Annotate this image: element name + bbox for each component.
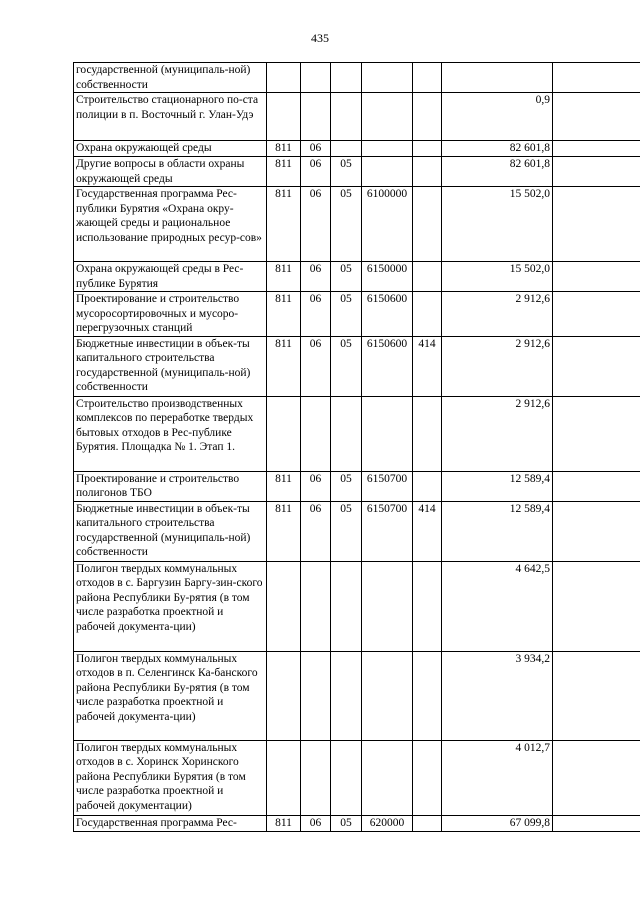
cell-subsection: 05 xyxy=(331,157,362,187)
cell-section xyxy=(301,651,331,740)
cell-section: 06 xyxy=(301,187,331,262)
cell-expense-type xyxy=(413,561,442,651)
table-row xyxy=(74,141,640,157)
cell-target-article: 6100000 xyxy=(362,187,413,262)
cell-section: 06 xyxy=(301,141,331,157)
table-row xyxy=(74,561,640,651)
cell-amount: 4 012,7 xyxy=(442,740,553,815)
table-row xyxy=(74,815,640,831)
cell-empty xyxy=(553,471,640,501)
cell-amount xyxy=(442,63,553,93)
cell-empty xyxy=(553,63,640,93)
cell-expense-type xyxy=(413,157,442,187)
cell-subsection xyxy=(331,141,362,157)
cell-amount: 0,9 xyxy=(442,93,553,141)
cell-expense-type xyxy=(413,740,442,815)
cell-subsection xyxy=(331,396,362,471)
row-name: Бюджетные инвестиции в объек-ты капитального строительства государственной (муниципаль-ной) собственности xyxy=(74,336,267,396)
cell-ministry xyxy=(267,396,301,471)
row-name: Бюджетные инвестиции в объек-ты капитального строительства государственной (муниципаль-ной) собственности xyxy=(74,501,267,561)
row-name: Проектирование и строительство мусоросортировочных и мусоро-перегрузочных станций xyxy=(74,292,267,337)
cell-empty xyxy=(553,93,640,141)
cell-target-article xyxy=(362,740,413,815)
cell-target-article xyxy=(362,93,413,141)
cell-ministry: 811 xyxy=(267,471,301,501)
cell-amount: 4 642,5 xyxy=(442,561,553,651)
cell-expense-type xyxy=(413,187,442,262)
cell-subsection xyxy=(331,740,362,815)
row-name: государственной (муниципаль-ной) собственности xyxy=(74,63,267,93)
cell-subsection xyxy=(331,561,362,651)
page-number: 435 xyxy=(311,31,329,45)
cell-empty xyxy=(553,396,640,471)
cell-empty xyxy=(553,815,640,831)
cell-section: 06 xyxy=(301,262,331,292)
row-name: Охрана окружающей среды в Рес-публике Бурятия xyxy=(74,262,267,292)
row-name: Строительство стационарного по-ста полиции в п. Восточный г. Улан-Удэ xyxy=(74,93,267,141)
cell-ministry xyxy=(267,561,301,651)
table-row xyxy=(74,336,640,396)
cell-empty xyxy=(553,292,640,337)
cell-target-article: 6150700 xyxy=(362,501,413,561)
row-name: Полигон твердых коммунальных отходов в с. Баргузин Баргу-зин-ского района Республики Бу-рятия (в том числе разработка проектной и рабочей документа-ции) xyxy=(74,561,267,651)
cell-section xyxy=(301,63,331,93)
cell-section: 06 xyxy=(301,336,331,396)
cell-expense-type xyxy=(413,651,442,740)
table-row xyxy=(74,471,640,501)
cell-empty xyxy=(553,336,640,396)
cell-subsection xyxy=(331,93,362,141)
cell-section: 06 xyxy=(301,471,331,501)
cell-ministry: 811 xyxy=(267,292,301,337)
cell-subsection xyxy=(331,63,362,93)
table-row xyxy=(74,262,640,292)
cell-target-article xyxy=(362,651,413,740)
cell-ministry: 811 xyxy=(267,157,301,187)
row-name: Государственная программа Рес-публики Бурятия «Охрана окру-жающей среды и рациональное использование природных ресур-сов» xyxy=(74,187,267,262)
cell-target-article: 620000 xyxy=(362,815,413,831)
cell-section xyxy=(301,740,331,815)
cell-expense-type xyxy=(413,471,442,501)
cell-amount: 2 912,6 xyxy=(442,396,553,471)
cell-amount: 2 912,6 xyxy=(442,292,553,337)
table-row xyxy=(74,651,640,740)
cell-target-article: 6150000 xyxy=(362,262,413,292)
table-row xyxy=(74,93,640,141)
cell-amount: 3 934,2 xyxy=(442,651,553,740)
cell-expense-type xyxy=(413,141,442,157)
cell-ministry: 811 xyxy=(267,501,301,561)
cell-target-article: 6150600 xyxy=(362,292,413,337)
cell-expense-type xyxy=(413,396,442,471)
cell-amount: 2 912,6 xyxy=(442,336,553,396)
cell-section: 06 xyxy=(301,157,331,187)
row-name: Полигон твердых коммунальных отходов в п. Селенгинск Ка-банского района Республики Бу-рятия (в том числе разработка проектной и рабочей документа-ции) xyxy=(74,651,267,740)
cell-section xyxy=(301,396,331,471)
cell-target-article xyxy=(362,561,413,651)
cell-section xyxy=(301,93,331,141)
row-name: Полигон твердых коммунальных отходов в с. Хоринск Хоринского района Республики Бурятия (в том числе разработка проектной и рабочей документации) xyxy=(74,740,267,815)
cell-target-article xyxy=(362,63,413,93)
cell-expense-type xyxy=(413,292,442,337)
table-row xyxy=(74,157,640,187)
cell-empty xyxy=(553,501,640,561)
cell-section: 06 xyxy=(301,292,331,337)
cell-expense-type: 414 xyxy=(413,336,442,396)
cell-section xyxy=(301,561,331,651)
budget-table xyxy=(73,62,640,832)
cell-target-article: 6150700 xyxy=(362,471,413,501)
cell-amount: 82 601,8 xyxy=(442,157,553,187)
cell-empty xyxy=(553,187,640,262)
cell-target-article xyxy=(362,396,413,471)
cell-ministry: 811 xyxy=(267,262,301,292)
cell-subsection: 05 xyxy=(331,187,362,262)
cell-amount: 12 589,4 xyxy=(442,501,553,561)
row-name: Строительство производственных комплексов по переработке твердых бытовых отходов в Рес-публике Бурятия. Площадка № 1. Этап 1. xyxy=(74,396,267,471)
cell-empty xyxy=(553,740,640,815)
cell-subsection: 05 xyxy=(331,501,362,561)
cell-ministry xyxy=(267,63,301,93)
cell-amount: 15 502,0 xyxy=(442,187,553,262)
cell-empty xyxy=(553,157,640,187)
cell-section: 06 xyxy=(301,815,331,831)
cell-ministry xyxy=(267,93,301,141)
cell-empty xyxy=(553,561,640,651)
cell-empty xyxy=(553,262,640,292)
row-name: Проектирование и строительство полигонов ТБО xyxy=(74,471,267,501)
cell-section: 06 xyxy=(301,501,331,561)
cell-target-article: 6150600 xyxy=(362,336,413,396)
table-row xyxy=(74,501,640,561)
cell-subsection: 05 xyxy=(331,815,362,831)
table-row xyxy=(74,292,640,337)
cell-ministry xyxy=(267,651,301,740)
cell-expense-type xyxy=(413,815,442,831)
cell-expense-type xyxy=(413,262,442,292)
cell-subsection: 05 xyxy=(331,336,362,396)
cell-empty xyxy=(553,141,640,157)
cell-amount: 67 099,8 xyxy=(442,815,553,831)
cell-subsection: 05 xyxy=(331,262,362,292)
row-name: Другие вопросы в области охраны окружающей среды xyxy=(74,157,267,187)
table-row xyxy=(74,63,640,93)
cell-ministry xyxy=(267,740,301,815)
cell-subsection: 05 xyxy=(331,471,362,501)
cell-ministry: 811 xyxy=(267,187,301,262)
row-name: Государственная программа Рес- xyxy=(74,815,267,831)
cell-ministry: 811 xyxy=(267,336,301,396)
cell-expense-type: 414 xyxy=(413,501,442,561)
cell-amount: 82 601,8 xyxy=(442,141,553,157)
cell-subsection: 05 xyxy=(331,292,362,337)
row-name: Охрана окружающей среды xyxy=(74,141,267,157)
table-row xyxy=(74,187,640,262)
cell-ministry: 811 xyxy=(267,815,301,831)
cell-expense-type xyxy=(413,93,442,141)
cell-amount: 15 502,0 xyxy=(442,262,553,292)
table-row xyxy=(74,740,640,815)
cell-amount: 12 589,4 xyxy=(442,471,553,501)
cell-target-article xyxy=(362,141,413,157)
cell-target-article xyxy=(362,157,413,187)
cell-ministry: 811 xyxy=(267,141,301,157)
cell-empty xyxy=(553,651,640,740)
table-row xyxy=(74,396,640,471)
cell-subsection xyxy=(331,651,362,740)
cell-expense-type xyxy=(413,63,442,93)
